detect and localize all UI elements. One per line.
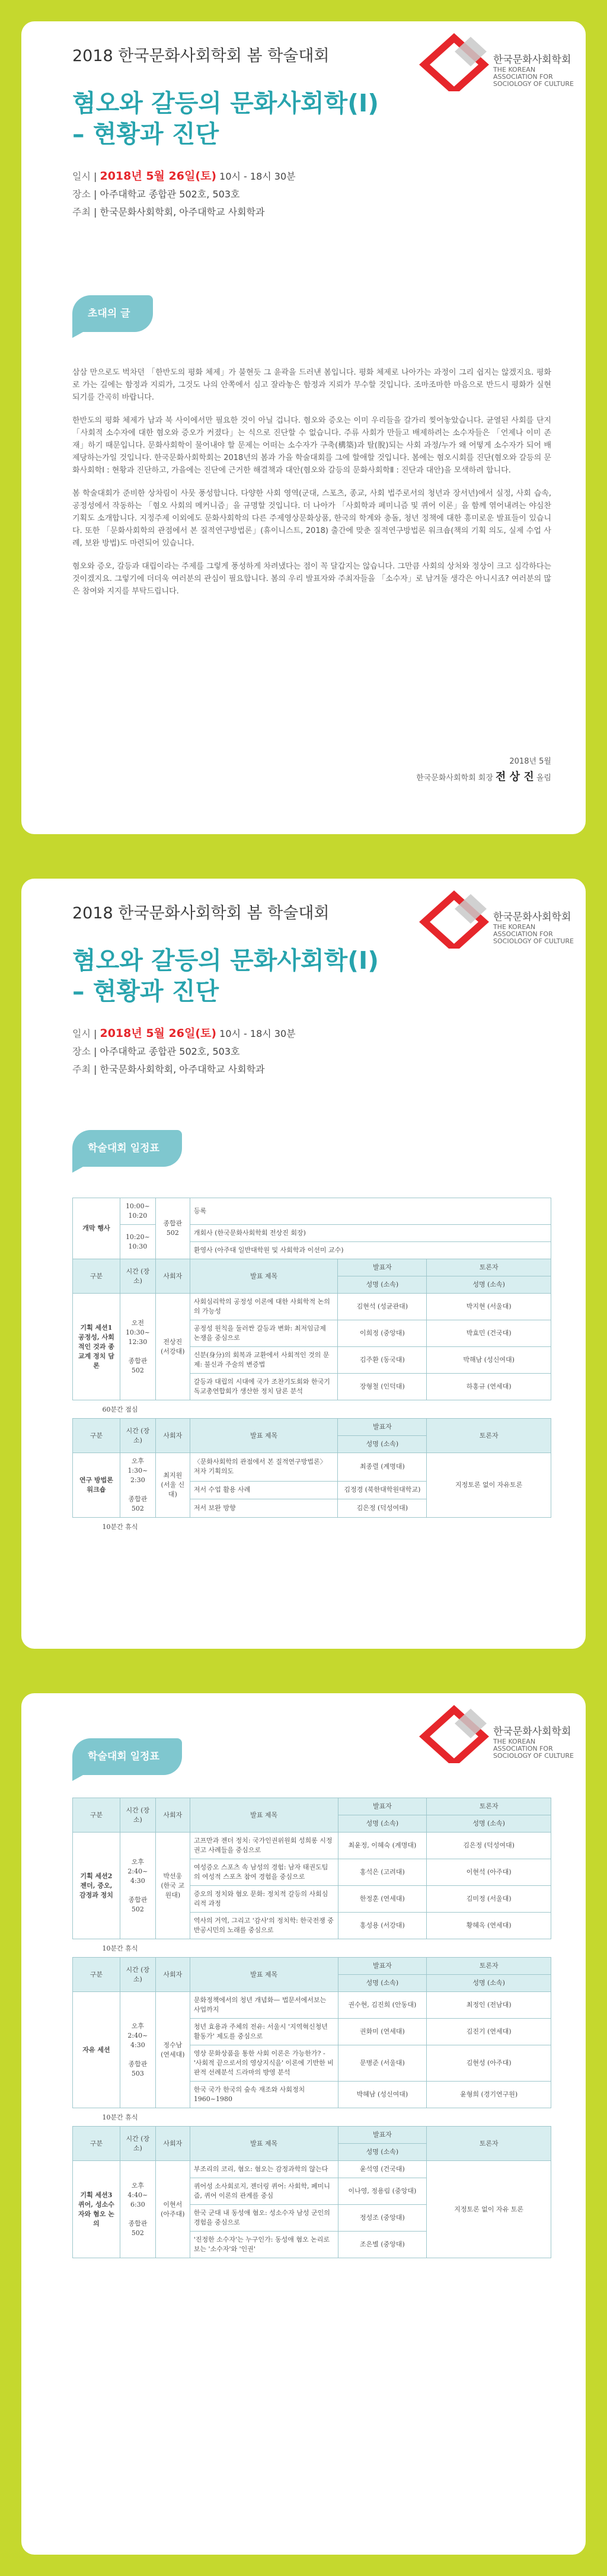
header-name: 성명 (소속) bbox=[338, 1276, 427, 1294]
table-row: 역사의 거역, 그리고 '감사'의 정치학: 한국전쟁 중 반공시민의 노래를 중심으로 bbox=[190, 1913, 338, 1939]
header-section: 구분 bbox=[73, 1798, 120, 1833]
presenter: 최종렬 (계명대) bbox=[338, 1453, 427, 1482]
discussant: 김진기 (연세대) bbox=[427, 2019, 551, 2045]
presenter: 김현석 (성균관대) bbox=[338, 1294, 427, 1320]
header-name: 성명 (소속) bbox=[338, 1975, 427, 1992]
schedule-table-1 bbox=[72, 1198, 551, 1536]
table-row: 문화정책에서의 청년 개념화— 법문서에서보는 사업까지 bbox=[190, 1992, 338, 2019]
page-schedule-1 bbox=[21, 879, 586, 1649]
header-chair: 사회자 bbox=[155, 1958, 190, 1992]
workshop-discussant: 지정토론 없이 자유토론 bbox=[427, 1453, 551, 1518]
signature: 2018년 5월 한국문화사회학회 회장 전 상 진 올림 bbox=[416, 757, 551, 783]
table-row: 고프만과 젠더 정치: 국가인권위원회 성희롱 시정권고 사례들을 중심으로 bbox=[190, 1833, 338, 1859]
presenter: 권화미 (연세대) bbox=[338, 2019, 427, 2045]
presenter: 홍석은 (고려대) bbox=[338, 1859, 427, 1886]
table-row: 갈등과 대립의 시대에 국가 조찬기도회와 한국기독교총연합회가 생산한 정치 담론 분석 bbox=[190, 1374, 338, 1400]
opening-row: 등록 bbox=[190, 1198, 551, 1225]
logo bbox=[418, 889, 579, 955]
session3-chair: 이현서 (아주대) bbox=[155, 2161, 190, 2258]
table-row: 한국 국가 한국의 숲속 재조와 사회정치 1960~1980 bbox=[190, 2082, 338, 2108]
session2-chair: 박선웅 (한국 교원대) bbox=[155, 1833, 190, 1939]
free-session-time: 오후 2:40~ 4:30 종합관 503 bbox=[120, 1992, 155, 2108]
session1-chair: 전상진 (서강대) bbox=[155, 1294, 190, 1400]
workshop-chair: 최지원 (서울 신대) bbox=[155, 1453, 190, 1518]
discussant: 윤형희 (경기연구원) bbox=[427, 2082, 551, 2108]
presenter: 김은정 (덕성여대) bbox=[338, 1499, 427, 1518]
header-name: 성명 (소속) bbox=[338, 2144, 427, 2161]
header-time: 시간 (장소) bbox=[120, 1419, 155, 1453]
discussant: 이현석 (아주대) bbox=[427, 1859, 551, 1886]
presenter: 최윤정, 이혜숙 (계명대) bbox=[338, 1833, 427, 1859]
table-row: '진정한 소수자'는 누구인가: 동성애 혐오 논리로 보는 '소수자'와 '인권' bbox=[190, 2232, 338, 2258]
table-row: 증오의 정치와 혐오 문화: 정치적 갈등의 사회심리적 과정 bbox=[190, 1886, 338, 1913]
edition-title: 2018 한국문화사회학회 봄 학술대회 bbox=[72, 47, 330, 65]
event-info: 일시 | 2018년 5월 26일(토) 10시 - 18시 30분 장소 | 아주대학교 종합관 502호, 503호 주최 | 한국문화사회학회, 아주대학교 사회학과 bbox=[72, 1027, 296, 1075]
table-row: 〈문화사회학의 관점에서 본 질적연구방법론〉 저자 기획의도 bbox=[190, 1453, 338, 1482]
table-row: 한국 군대 내 동성애 혐오: 성소수자 남성 군인의 경험을 중심으로 bbox=[190, 2205, 338, 2232]
header-discussant: 토론자 bbox=[427, 1259, 551, 1276]
presenter: 한정훈 (연세대) bbox=[338, 1886, 427, 1913]
logo-text: 한국문화사회학회 THE KOREAN ASSOCIATION FOR SOCIOLOGY OF CULTURE bbox=[493, 911, 574, 945]
session2-time: 오후 2:40~ 4:30 종합관 502 bbox=[120, 1833, 155, 1939]
header-chair: 사회자 bbox=[155, 1259, 190, 1294]
presenter: 김주환 (동국대) bbox=[338, 1347, 427, 1374]
opening-time: 10:20~ 10:30 bbox=[120, 1225, 155, 1259]
table-row: 퀴어성 소사회로지, 젠더링 퀴어: 사회학, 페미니즘, 퀴어 이론의 관계를 중심 bbox=[190, 2178, 338, 2205]
table-row: 저서 수업 활용 사례 bbox=[190, 1481, 338, 1499]
table-row: 영상 문화상품을 통한 사회 이론은 가능한가? - '사회적 끝으로서의 영상지식을' 이론에 기반한 비판적 선례분석 드라마의 방영 분석 bbox=[190, 2045, 338, 2082]
header-time: 시간 (장소) bbox=[120, 2127, 155, 2161]
discussant: 박지현 (서울대) bbox=[427, 1294, 551, 1320]
table-row: 저서 보완 방향 bbox=[190, 1499, 338, 1518]
invitation-heading: 초대의 글 bbox=[72, 295, 153, 332]
header-name: 성명 (소속) bbox=[427, 1975, 551, 1992]
header-presenter: 발표자 bbox=[338, 1419, 427, 1436]
discussant: 김은정 (덕성여대) bbox=[427, 1833, 551, 1859]
presenter: 장형철 (인덕대) bbox=[338, 1374, 427, 1400]
session1-time: 오전 10:30~ 12:30 종합관 502 bbox=[120, 1294, 155, 1400]
page-title: 혐오와 갈등의 문화사회학(Ⅰ) – 현황과 진단 bbox=[72, 946, 379, 1005]
header-presenter: 발표자 bbox=[338, 1798, 427, 1815]
logo-mark-icon bbox=[418, 32, 490, 91]
lunch-break: 60분간 점심 bbox=[102, 1406, 138, 1413]
break: 10분간 휴식 bbox=[102, 1945, 138, 1952]
header-time: 시간 (장소) bbox=[120, 1798, 155, 1833]
page-invitation bbox=[21, 21, 586, 834]
page-schedule-2 bbox=[21, 1693, 586, 2555]
header-presenter: 발표자 bbox=[338, 1259, 427, 1276]
presenter: 이희정 (중앙대) bbox=[338, 1320, 427, 1347]
presenter: 홍성용 (서강대) bbox=[338, 1913, 427, 1939]
opening-place: 종합관 502 bbox=[155, 1198, 190, 1259]
logo bbox=[418, 32, 579, 97]
discussant: 최정인 (전남대) bbox=[427, 1992, 551, 2019]
header-section: 구분 bbox=[73, 1958, 120, 1992]
opening-title: 개막 행사 bbox=[73, 1198, 120, 1259]
session3-time: 오후 4:40~ 6:30 종합관 502 bbox=[120, 2161, 155, 2258]
header-chair: 사회자 bbox=[155, 1419, 190, 1453]
header-section: 구분 bbox=[73, 1259, 120, 1294]
table-row: 부조리의 코리, 혐오: 혐오는 감정과학의 않는다 bbox=[190, 2161, 338, 2178]
header-discussant: 토론자 bbox=[427, 2127, 551, 2161]
header-topic: 발표 제목 bbox=[190, 2127, 338, 2161]
logo-text: 한국문화사회학회 THE KOREAN ASSOCIATION FOR SOCIOLOGY OF CULTURE bbox=[493, 1726, 574, 1760]
header-time: 시간 (장소) bbox=[120, 1958, 155, 1992]
invitation-paragraph: 혐오와 증오, 갈등과 대립이라는 주제를 그렇게 풍성하게 차려냈다는 점이 꼭 달갑지는 않습니다. 그만큼 사회의 상처와 정상이 크고 심각하다는 것이겠지요. 그렇기에 더더욱 여러분의 관심이 필요합니다. 봄의 우리 발표자와 주최자들을 「소수자」로 남겨둘 생각은 아니시죠? 여러분의 많은 참여와 지지를 부탁드립니다. bbox=[72, 562, 551, 596]
header-presenter: 발표자 bbox=[338, 1958, 427, 1975]
logo bbox=[418, 1704, 579, 1769]
schedule-heading: 학술대회 일정표 bbox=[72, 1130, 182, 1167]
break: 10분간 휴식 bbox=[102, 1523, 138, 1531]
header-topic: 발표 제목 bbox=[190, 1419, 338, 1453]
header-chair: 사회자 bbox=[155, 2127, 190, 2161]
invitation-body bbox=[72, 366, 551, 608]
table-row: 여성증오 스포츠 속 남성의 경험: 남자 태권도팀의 여성적 스포츠 참여 경험을 중심으로 bbox=[190, 1859, 338, 1886]
invitation-paragraph: 봄 학술대회가 준비한 상차림이 사뭇 풍성합니다. 다양한 사회 영역(군대, 스포츠, 종교, 사회 법주로서의 청년과 장서년)에서 실정, 사회 습속, 공정성에서 작동하는 「혐오 사회의 메커니즘」을 규명할 것입니다. 더 나아가 「사회학과 페미니즘 및 퀴어 이론」을 함께 엮어내려는 야심찬 기획도 소개합니다. 지정주제 이외에도 문화사회학의 다른 주제영상문화상품, 한국의 학계와 충돌, 청년 정책에 대한 흥미로운 발표들이 있습니다. 또한 「문화사회학의 관점에서 본 질적연구방법론」(휴이니스트, 2018) 출간에 맞춘 질적연구방법론 워크숍(책의 기획 의도, 실제 수업 사례, 보완 방법)도 마련되어 있습니다. bbox=[72, 489, 551, 548]
discussant: 박해남 (성신여대) bbox=[427, 1347, 551, 1374]
table-row: 사회심리학의 공정성 이론에 대한 사회학적 논의의 가능성 bbox=[190, 1294, 338, 1320]
header-presenter: 발표자 bbox=[338, 2127, 427, 2144]
workshop-title: 연구 방법론 워크숍 bbox=[73, 1453, 120, 1518]
logo-mark-icon bbox=[418, 889, 490, 949]
discussant: 박효민 (건국대) bbox=[427, 1320, 551, 1347]
edition-title: 2018 한국문화사회학회 봄 학술대회 bbox=[72, 904, 330, 922]
presenter: 정성조 (중앙대) bbox=[338, 2205, 427, 2232]
logo-text: 한국문화사회학회 THE KOREAN ASSOCIATION FOR SOCIOLOGY OF CULTURE bbox=[493, 54, 574, 88]
workshop-time: 오후 1:30~ 2:30 종합관 502 bbox=[120, 1453, 155, 1518]
presenter: 박혜남 (성신여대) bbox=[338, 2082, 427, 2108]
opening-row: 환영사 (아주대 일반대학원 및 사회학과 이선미 교수) bbox=[190, 1242, 551, 1259]
invitation-paragraph: 삼삼 만으로도 벅차던 「한반도의 평화 체제」가 불현듯 그 윤곽을 드러낸 봄입니다. 평화 체제로 나아가는 과정이 그리 쉽지는 않겠지요. 평화로 가는 길에는 함정과 지뢰가, 그것도 나의 안쪽에서 심고 잘라놓은 함정과 지뢰가 무수할 것입니다. 조마조마한 마음으로 반드시 평화가 실현되기를 간곡히 바랍니다. bbox=[72, 368, 551, 402]
opening-row: 개회사 (한국문화사회학회 전상진 회장) bbox=[190, 1225, 551, 1242]
presenter: 조은별 (중앙대) bbox=[338, 2232, 427, 2258]
header-section: 구분 bbox=[73, 1419, 120, 1453]
discussant: 김미정 (서울대) bbox=[427, 1886, 551, 1913]
session3-discussant: 지정토론 없이 자유 토론 bbox=[427, 2161, 551, 2258]
header-topic: 발표 제목 bbox=[190, 1958, 338, 1992]
presenter: 문병준 (서울대) bbox=[338, 2045, 427, 2082]
opening-time: 10:00~ 10:20 bbox=[120, 1198, 155, 1225]
presenter: 김정경 (북한대학원대학교) bbox=[338, 1481, 427, 1499]
table-row: 공정성 원칙을 둘러싼 갈등과 변화: 최저임금제 논쟁을 중심으로 bbox=[190, 1320, 338, 1347]
header-time: 시간 (장소) bbox=[120, 1259, 155, 1294]
header-topic: 발표 제목 bbox=[190, 1259, 338, 1294]
header-discussant: 토론자 bbox=[427, 1958, 551, 1975]
table-row: 청년 효용과 주체의 전유: 서울시 '지역혁신청년활동가' 제도를 중심으로 bbox=[190, 2019, 338, 2045]
session1-title: 기획 세션1 공정성, 사회적인 것과 종교계 정치 담론 bbox=[73, 1294, 120, 1400]
break: 10분간 휴식 bbox=[102, 2114, 138, 2121]
header-name: 성명 (소속) bbox=[338, 1815, 427, 1833]
header-topic: 발표 제목 bbox=[190, 1798, 338, 1833]
header-chair: 사회자 bbox=[155, 1798, 190, 1833]
presenter: 이나영, 정용림 (중앙대) bbox=[338, 2178, 427, 2205]
schedule-table-2 bbox=[72, 1798, 551, 2258]
page-title: 혐오와 갈등의 문화사회학(Ⅰ) – 현황과 진단 bbox=[72, 89, 379, 148]
header-discussant: 토론자 bbox=[427, 1419, 551, 1453]
invitation-paragraph: 한반도의 평화 체제가 남과 북 사이에서만 필요한 것이 아닐 겁니다. 혐오와 증오는 이미 우리들을 갈가리 찢어놓았습니다. 균열된 사회를 단지 「사회적 소수자에 대한 혐오와 증오가 커졌다」는 식으로 진단할 수 없습니다. 주류 사회가 만들고 배제하려는 소수자들은 「언제나 이미 존재」하기 때문입니다. 문화사회학이 물어내야 할 문제는 어떠는 소수자가 구축(構築)과 탈(脫)되는 사회 과정/누가 왜 어떻게 소수자가 되어 배제당하는가일 것입니다. 한국문화사회학회는 2018년의 봄과 가을 학술대회를 그에 할애할 것입니다. 봄에는 혐오시회를 진단(혐오와 갈등의 문화사회학Ⅰ : 현황과 진단하고, 가을에는 진단에 근거한 해결책과 대안(혐오와 갈등의 문화사회학Ⅱ : 진단과 대안)을 모색하려 합니다. bbox=[72, 416, 551, 475]
session3-title: 기획 세션3 퀴어, 성소수자와 혐오 논의 bbox=[73, 2161, 120, 2258]
table-row: 신분(身分)의 회복과 교환에서 사회적인 것의 문제: 불신과 주술의 변증법 bbox=[190, 1347, 338, 1374]
header-name: 성명 (소속) bbox=[427, 1276, 551, 1294]
header-name: 성명 (소속) bbox=[427, 1815, 551, 1833]
discussant: 김현성 (아주대) bbox=[427, 2045, 551, 2082]
discussant: 황혜옥 (연세대) bbox=[427, 1913, 551, 1939]
session2-title: 기획 세션2 젠더, 증오, 감정과 정치 bbox=[73, 1833, 120, 1939]
presenter: 윤석영 (건국대) bbox=[338, 2161, 427, 2178]
header-discussant: 토론자 bbox=[427, 1798, 551, 1815]
discussant: 하홍규 (연세대) bbox=[427, 1374, 551, 1400]
logo-mark-icon bbox=[418, 1704, 490, 1763]
schedule-heading: 학술대회 일정표 bbox=[72, 1738, 182, 1775]
free-session-chair: 정수남 (연세대) bbox=[155, 1992, 190, 2108]
header-section: 구분 bbox=[73, 2127, 120, 2161]
free-session-title: 자유 세션 bbox=[73, 1992, 120, 2108]
event-info: 일시 | 2018년 5월 26일(토) 10시 - 18시 30분 장소 | 아주대학교 종합관 502호, 503호 주최 | 한국문화사회학회, 아주대학교 사회학과 bbox=[72, 170, 296, 218]
presenter: 권수현, 김진희 (안동대) bbox=[338, 1992, 427, 2019]
header-name: 성명 (소속) bbox=[338, 1436, 427, 1453]
